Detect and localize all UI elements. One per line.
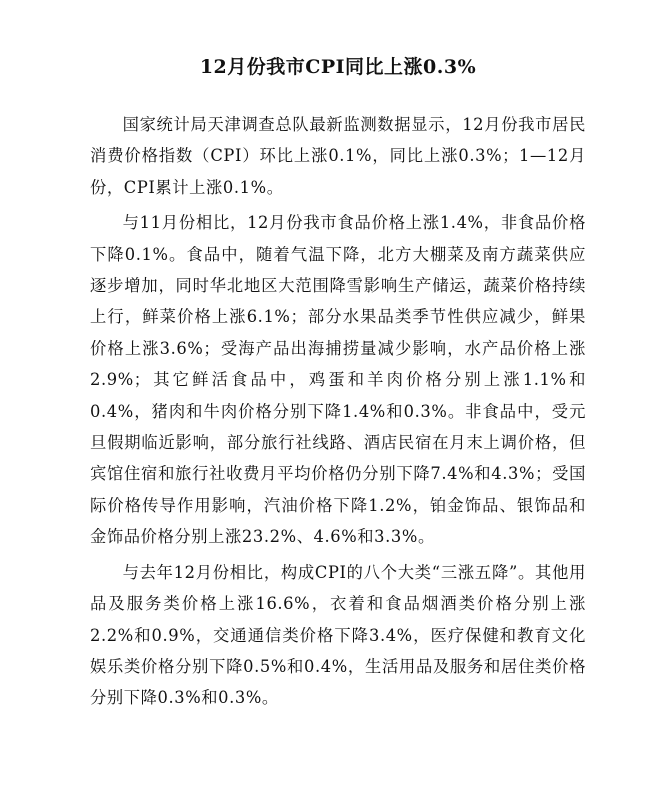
paragraph-overview: 国家统计局天津调查总队最新监测数据显示，12月份我市居民消费价格指数（CPI）环比上涨0.1%，同比上涨0.3%；1—12月份，CPI累计上涨0.1%。	[90, 115, 586, 197]
paragraph-month-on-month: 与11月份相比，12月份我市食品价格上涨1.4%，非食品价格下降0.1%。食品中，随着气温下降，北方大棚菜及南方蔬菜供应逐步增加，同时华北地区大范围降雪影响生产储运，蔬菜价格持续上行，鲜菜价格上涨6.1%；部分水果品类季节性供应减少，鲜果价格上涨3.6%；受海产品出海捕捞量减少影响，水产品价格上涨2.9%；其它鲜活食品中，鸡蛋和羊肉价格分别上涨1.1%和0.4%，猪肉和牛肉价格分别下降1.4%和0.3%。非食品中，受元旦假期临近影响，部分旅行社线路、酒店民宿在月末上调价格，但宾馆住宿和旅行社收费月平均价格仍分别下降7.4%和4.3%；受国际价格传导作用影响，汽油价格下降1.2%，铂金饰品、银饰品和金饰品价格分别上涨23.2%、4.6%和3.3%。	[90, 213, 586, 547]
paragraph-year-on-year: 与去年12月份相比，构成CPI的八个大类“三涨五降”。其他用品及服务类价格上涨16.6%，衣着和食品烟酒类价格分别上涨2.2%和0.9%，交通通信类价格下降3.4%，医疗保健和教育文化娱乐类价格分别下降0.5%和0.4%，生活用品及服务和居住类价格分别下降0.3%和0.3%。	[90, 562, 586, 708]
article-title: 12月份我市CPI同比上涨0.3%	[199, 56, 477, 78]
